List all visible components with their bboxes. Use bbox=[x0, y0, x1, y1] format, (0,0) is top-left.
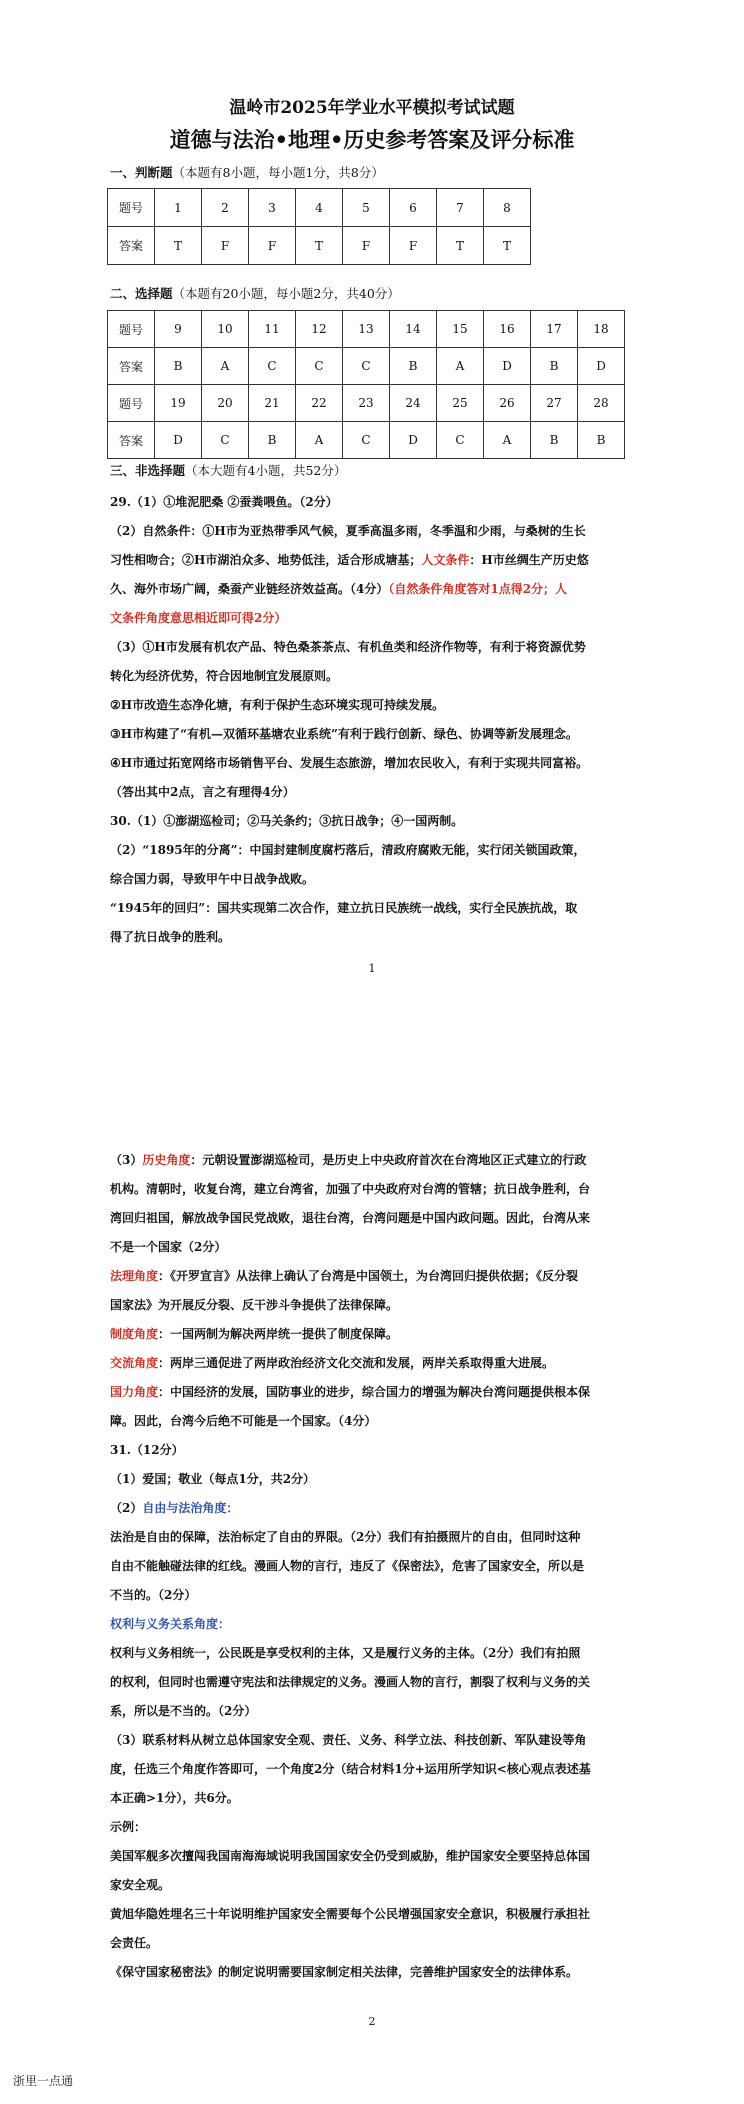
text-line: 转化为经济优势，符合因地制宜发展原则。 bbox=[110, 669, 339, 683]
text-span: ：《开罗宣言》从法律上确认了台湾是中国领土，为台湾回归提供依据；《反分裂 bbox=[158, 1269, 579, 1283]
table-cell: 5 bbox=[343, 189, 390, 227]
angle-label-freedom-law: 自由与法治角度： bbox=[142, 1501, 239, 1515]
text-line: 障。因此，台湾今后绝不可能是一个国家。（4分） bbox=[110, 1414, 377, 1428]
table-cell: T bbox=[155, 227, 202, 265]
table-cell: T bbox=[484, 227, 531, 265]
table-cell: 2 bbox=[202, 189, 249, 227]
table-cell: B bbox=[390, 348, 437, 385]
text-line: 29.（1）①堆泥肥桑 ②蚕粪喂鱼。（2分） bbox=[110, 495, 338, 509]
table-cell: C bbox=[202, 422, 249, 459]
table-cell: 22 bbox=[296, 385, 343, 422]
table-cell: F bbox=[202, 227, 249, 265]
angle-label-national-power: 国力角度 bbox=[110, 1385, 159, 1399]
table-cell: 4 bbox=[296, 189, 343, 227]
table-row-label: 答案 bbox=[108, 422, 155, 459]
table-cell: D bbox=[155, 422, 202, 459]
highlight-humanities: 人文条件 bbox=[421, 553, 470, 567]
table-cell: 21 bbox=[249, 385, 296, 422]
section-3-heading bbox=[110, 461, 346, 479]
table-cell: 20 bbox=[202, 385, 249, 422]
text-line: 会责任。 bbox=[110, 1936, 159, 1950]
table-cell: B bbox=[531, 422, 578, 459]
text-line: 不是一个国家（2分） bbox=[110, 1240, 227, 1254]
table-cell: 23 bbox=[343, 385, 390, 422]
table-row bbox=[108, 348, 625, 385]
text-line: 法治是自由的保障，法治标定了自由的界限。（2分）我们有拍摄照片的自由，但同时这种 bbox=[110, 1530, 581, 1544]
table-cell: B bbox=[155, 348, 202, 385]
table-cell: T bbox=[296, 227, 343, 265]
text-line: 不当的。（2分） bbox=[110, 1588, 197, 1602]
table-row-label: 题号 bbox=[108, 311, 155, 348]
table-cell: 18 bbox=[578, 311, 625, 348]
table-cell: B bbox=[578, 422, 625, 459]
text-line bbox=[110, 1378, 630, 1407]
text-line: 家安全观。 bbox=[110, 1878, 171, 1892]
table-cell: 10 bbox=[202, 311, 249, 348]
text-line: 度，任选三个角度作答即可，一个角度2分（结合材料1分+运用所学知识<核心观点表述基 bbox=[110, 1762, 591, 1776]
q31-block bbox=[110, 1436, 630, 1987]
text-line: 国家法》为开展反分裂、反干涉斗争提供了法律保障。 bbox=[110, 1298, 399, 1312]
scoring-note-red: 文条件角度意思相近即可得2分） bbox=[110, 611, 287, 625]
table-cell: 17 bbox=[531, 311, 578, 348]
text-line: 自由不能触碰法律的红线。漫画人物的言行，违反了《保密法》，危害了国家安全，所以是 bbox=[110, 1559, 585, 1573]
table-cell: 15 bbox=[437, 311, 484, 348]
table-cell: 11 bbox=[249, 311, 296, 348]
text-span: （3） bbox=[110, 1153, 143, 1167]
table-row-label: 题号 bbox=[108, 385, 155, 422]
table-cell: C bbox=[249, 348, 296, 385]
text-span: 久、海外市场广阔，桑蚕产业链经济效益高。（4分） bbox=[110, 582, 389, 596]
table-cell: 3 bbox=[249, 189, 296, 227]
table-cell: A bbox=[484, 422, 531, 459]
table-row bbox=[108, 311, 625, 348]
text-line: （3）①H市发展有机农产品、特色桑茶茶点、有机鱼类和经济作物等，有利于将资源优势 bbox=[110, 640, 586, 654]
section-3-title: 三、非选择题 bbox=[110, 463, 186, 478]
table-cell: A bbox=[296, 422, 343, 459]
text-line bbox=[110, 1494, 630, 1523]
angle-label-exchange: 交流角度 bbox=[110, 1356, 159, 1370]
table-cell: 14 bbox=[390, 311, 437, 348]
section-1-heading bbox=[110, 163, 384, 181]
table-row bbox=[108, 227, 531, 265]
angle-label-law: 法理角度 bbox=[110, 1269, 159, 1283]
section-1-note: （本题有8小题，每小题1分，共8分） bbox=[172, 165, 384, 180]
table-cell: B bbox=[249, 422, 296, 459]
table-cell: C bbox=[296, 348, 343, 385]
exam-title: 温岭市2025年学业水平模拟考试试题 bbox=[229, 98, 515, 118]
document-subtitle: 道德与法治•地理•历史参考答案及评分标准 bbox=[169, 127, 575, 152]
scoring-note-red: （自然条件角度答对1点得2分；人 bbox=[388, 582, 568, 596]
text-line: ④H市通过拓宽网络市场销售平台、发展生态旅游，增加农民收入，有利于实现共同富裕。 bbox=[110, 756, 589, 770]
table-cell: 12 bbox=[296, 311, 343, 348]
text-line: 31.（12分） bbox=[110, 1443, 184, 1457]
table-cell: F bbox=[343, 227, 390, 265]
text-line: 机构。清朝时，收复台湾，建立台湾省，加强了中央政府对台湾的管辖；抗日战争胜利，台 bbox=[110, 1182, 591, 1196]
table-cell: F bbox=[390, 227, 437, 265]
table-cell: 19 bbox=[155, 385, 202, 422]
table-cell: A bbox=[202, 348, 249, 385]
multiple-choice-answer-table bbox=[107, 310, 625, 459]
section-3-note: （本大题有4小题，共52分） bbox=[185, 463, 347, 478]
page-number: 1 bbox=[368, 962, 376, 975]
table-row bbox=[108, 189, 531, 227]
text-span: ：两岸三通促进了两岸政治经济文化交流和发展，两岸关系取得重大进展。 bbox=[158, 1356, 555, 1370]
table-row-label: 答案 bbox=[108, 348, 155, 385]
text-line bbox=[110, 1262, 630, 1291]
table-cell: 26 bbox=[484, 385, 531, 422]
section-2-note: （本题有20小题，每小题2分，共40分） bbox=[172, 286, 400, 301]
text-line: （3）联系材料从树立总体国家安全观、责任、义务、科学立法、科技创新、军队建设等角 bbox=[110, 1733, 587, 1747]
table-row-label: 题号 bbox=[108, 189, 155, 227]
table-cell: 13 bbox=[343, 311, 390, 348]
table-cell: F bbox=[249, 227, 296, 265]
table-cell: 9 bbox=[155, 311, 202, 348]
section-2-title: 二、选择题 bbox=[110, 286, 173, 301]
text-line: 示例： bbox=[110, 1820, 147, 1834]
text-line: 得了抗日战争的胜利。 bbox=[110, 930, 231, 944]
table-cell: 16 bbox=[484, 311, 531, 348]
table-cell: T bbox=[437, 227, 484, 265]
text-line: ②H市改造生态净化塘，有利于保护生态环境实现可持续发展。 bbox=[110, 698, 445, 712]
text-line bbox=[110, 546, 630, 575]
angle-label-history: 历史角度 bbox=[142, 1153, 191, 1167]
true-false-answer-table bbox=[107, 188, 531, 265]
page-number: 2 bbox=[368, 2015, 376, 2028]
text-line: 权利与义务相统一，公民既是享受权利的主体，又是履行义务的主体。（2分）我们有拍照 bbox=[110, 1646, 581, 1660]
table-cell: 24 bbox=[390, 385, 437, 422]
table-cell: 7 bbox=[437, 189, 484, 227]
q29-block bbox=[110, 488, 630, 807]
footer-watermark: 浙里一点通 bbox=[13, 2074, 74, 2088]
q30-block bbox=[110, 807, 630, 952]
table-cell: D bbox=[484, 348, 531, 385]
table-cell: C bbox=[437, 422, 484, 459]
text-line: （2）“1895年的分离”：中国封建制度腐朽落后，清政府腐败无能，实行闭关锁国政策， bbox=[110, 843, 586, 857]
angle-label-rights-duties: 权利与义务关系角度： bbox=[110, 1617, 231, 1631]
text-span: ：一国两制为解决两岸统一提供了制度保障。 bbox=[158, 1327, 399, 1341]
text-span: ：H市丝绸生产历史悠 bbox=[469, 553, 589, 567]
table-cell: C bbox=[343, 422, 390, 459]
text-line: 湾回归祖国，解放战争国民党战败，退往台湾，台湾问题是中国内政问题。因此，台湾从来 bbox=[110, 1211, 591, 1225]
text-span: 习性相吻合；②H市湖泊众多、地势低洼，适合形成塘基； bbox=[110, 553, 422, 567]
table-cell: D bbox=[578, 348, 625, 385]
text-line: 综合国力弱，导致甲午中日战争战败。 bbox=[110, 872, 315, 886]
text-span: ：元朝设置澎湖巡检司，是历史上中央政府首次在台湾地区正式建立的行政 bbox=[190, 1153, 587, 1167]
text-line: （1）爱国；敬业（每点1分，共2分） bbox=[110, 1472, 316, 1486]
text-line: 系，所以是不当的。（2分） bbox=[110, 1704, 257, 1718]
table-cell: 8 bbox=[484, 189, 531, 227]
table-cell: 1 bbox=[155, 189, 202, 227]
text-line: ③H市构建了“有机—双循环基塘农业系统”有利于践行创新、绿色、协调等新发展理念。 bbox=[110, 727, 578, 741]
text-line: （2）自然条件：①H市为亚热带季风气候，夏季高温多雨，冬季温和少雨，与桑树的生长 bbox=[110, 524, 586, 538]
text-span: ：中国经济的发展，国防事业的进步，综合国力的增强为解决台湾问题提供根本保 bbox=[158, 1385, 591, 1399]
text-line bbox=[110, 1320, 630, 1349]
text-line: 的权利，但同时也需遵守宪法和法律规定的义务。漫画人物的言行，割裂了权利与义务的关 bbox=[110, 1675, 591, 1689]
text-line: 黄旭华隐姓埋名三十年说明维护国家安全需要每个公民增强国家安全意识，积极履行承担社 bbox=[110, 1907, 591, 1921]
text-line: （答出其中2点，言之有理得4分） bbox=[110, 785, 295, 799]
text-line: 《保守国家秘密法》的制定说明需要国家制定相关法律，完善维护国家安全的法律体系。 bbox=[110, 1965, 579, 1979]
q30-part3-block bbox=[110, 1146, 630, 1436]
angle-label-system: 制度角度 bbox=[110, 1327, 159, 1341]
table-cell: 6 bbox=[390, 189, 437, 227]
text-line bbox=[110, 575, 630, 604]
text-line bbox=[110, 1146, 630, 1175]
table-cell: 28 bbox=[578, 385, 625, 422]
table-row bbox=[108, 422, 625, 459]
table-cell: D bbox=[390, 422, 437, 459]
text-line: 30.（1）①澎湖巡检司；②马关条约；③抗日战争；④一国两制。 bbox=[110, 814, 464, 828]
table-cell: C bbox=[343, 348, 390, 385]
text-line bbox=[110, 1349, 630, 1378]
table-cell: 27 bbox=[531, 385, 578, 422]
table-cell: A bbox=[437, 348, 484, 385]
section-1-title: 一、判断题 bbox=[110, 165, 173, 180]
table-row bbox=[108, 385, 625, 422]
text-line: 本正确>1分），共6分。 bbox=[110, 1791, 239, 1805]
table-row-label: 答案 bbox=[108, 227, 155, 265]
table-cell: 25 bbox=[437, 385, 484, 422]
section-2-heading bbox=[110, 284, 400, 302]
text-line: “1945年的回归”：国共实现第二次合作，建立抗日民族统一战线，实行全民族抗战，取 bbox=[110, 901, 578, 915]
text-span: （2） bbox=[110, 1501, 143, 1515]
text-line: 美国军舰多次擅闯我国南海海域说明我国国家安全仍受到威胁，维护国家安全要坚持总体国 bbox=[110, 1849, 591, 1863]
table-cell: B bbox=[531, 348, 578, 385]
